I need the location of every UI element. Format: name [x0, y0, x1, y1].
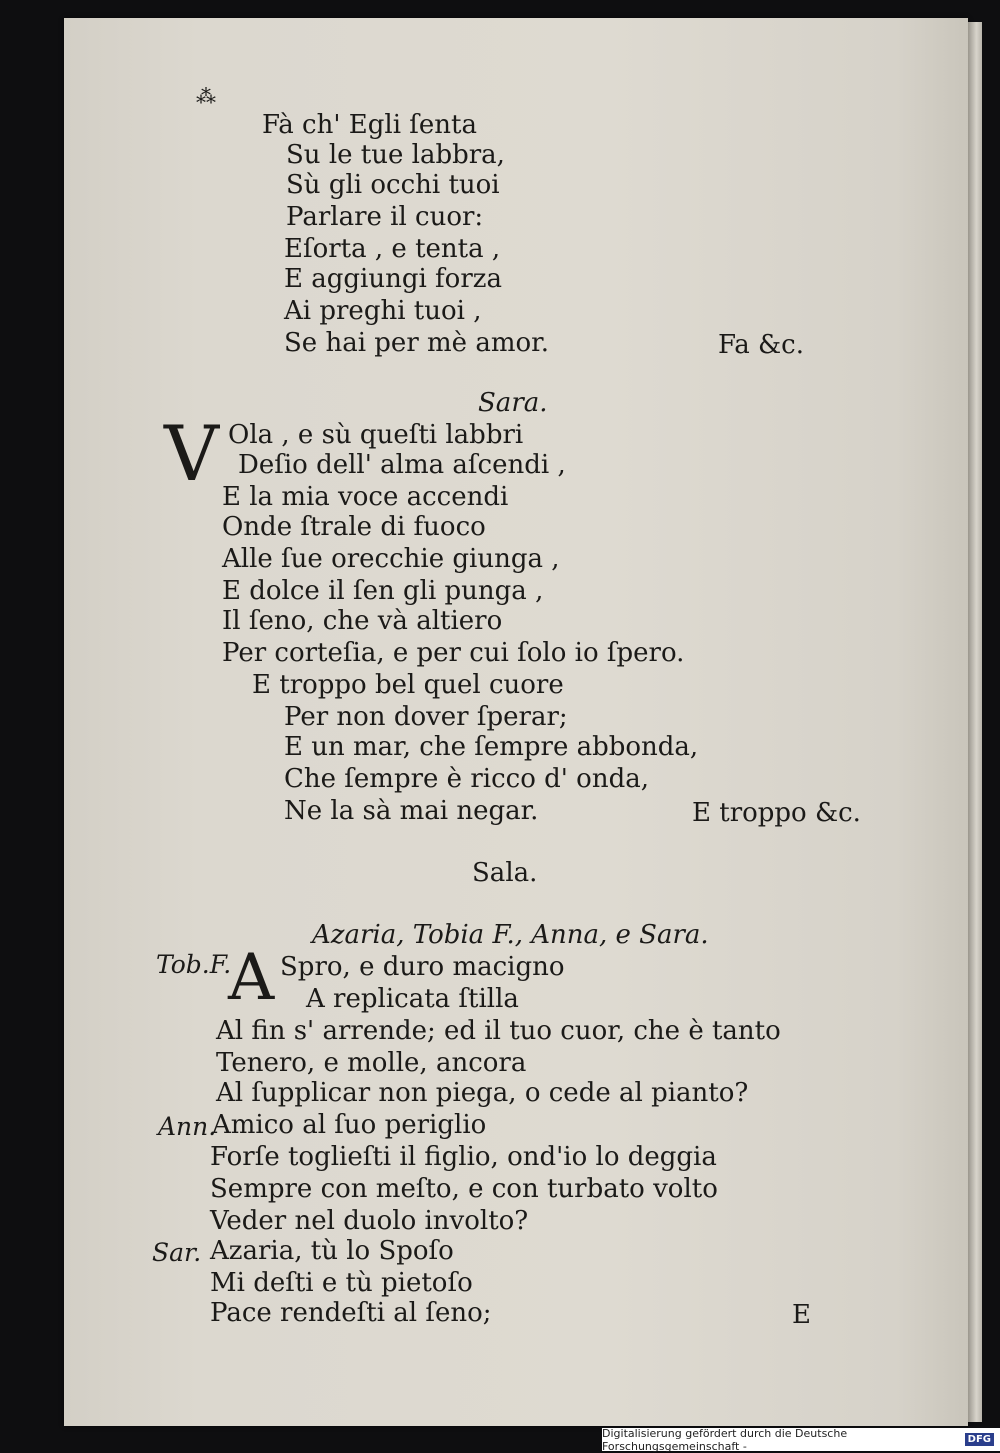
speaker-label: Ann.: [158, 1112, 217, 1141]
verse-line: Su le tue labbra,: [286, 140, 505, 170]
page-edge: [968, 22, 982, 1422]
verse-line: E la mia voce accendi: [222, 482, 509, 512]
verse-line: Per corteſia, e per cui ſolo io ſpero.: [222, 638, 685, 668]
verse-line: Eſorta , e tenta ,: [284, 234, 501, 264]
verse-line: Amico al ſuo periglio: [212, 1110, 487, 1140]
catchword: E: [792, 1300, 811, 1330]
verse-line: A replicata ſtilla: [306, 984, 519, 1014]
verse-line: Ai preghi tuoi ,: [284, 296, 482, 326]
speaker-label: Sar.: [152, 1238, 202, 1267]
da-capo: E troppo &c.: [692, 798, 861, 828]
verse-line: Per non dover ſperar;: [284, 702, 568, 732]
scene-place: Sala.: [472, 858, 538, 888]
verse-line: Sù gli occhi tuoi: [286, 170, 500, 200]
verse-line: Al ſupplicar non piega, o cede al pianto?: [216, 1078, 749, 1108]
verse-line: Che ſempre è ricco d' onda,: [284, 764, 649, 794]
digitization-credit: [602, 1428, 1000, 1451]
verse-line: Sempre con meſto, e con turbato volto: [210, 1174, 718, 1204]
verse-line: Onde ſtrale di fuoco: [222, 512, 486, 542]
dfg-logo: DFG: [965, 1433, 994, 1446]
verse-line: Mi deſti e tù pietoſo: [210, 1268, 473, 1298]
verse-line: Fà ch' Egli ſenta: [262, 110, 477, 140]
verse-line: E aggiungi forza: [284, 264, 502, 294]
verse-line: Alle ſue orecchie giunga ,: [222, 544, 560, 574]
verse-line: Tenero, e molle, ancora: [216, 1048, 527, 1078]
verse-line: E troppo bel quel cuore: [252, 670, 564, 700]
verse-line: Parlare il cuor:: [286, 202, 484, 232]
verse-line: Al fin s' arrende; ed il tuo cuor, che è tanto: [216, 1016, 781, 1046]
verse-line: Il ſeno, che và altiero: [222, 606, 503, 636]
da-capo: Fa &c.: [718, 330, 805, 360]
verse-line: Spro, e duro macigno: [280, 952, 565, 982]
section-heading: Sara.: [478, 388, 548, 418]
verse-line: Ne la sà mai negar.: [284, 796, 539, 826]
credit-text: Digitalisierung gefördert durch die Deutsche Forschungsgemeinschaft -: [602, 1426, 848, 1453]
verse-line: Forſe toglieſti il figlio, ond'io lo deggia: [210, 1142, 717, 1172]
verse-line: Pace rendeſti al ſeno;: [210, 1298, 492, 1328]
verse-line: Deſio dell' alma aſcendi ,: [238, 450, 566, 480]
drop-cap: V: [164, 409, 219, 498]
verse-line: E dolce il ſen gli punga ,: [222, 576, 544, 606]
drop-cap: A: [228, 941, 275, 1015]
scene-characters: Azaria, Tobia F., Anna, e Sara.: [312, 920, 709, 950]
speaker-label: Tob.F.: [156, 950, 232, 979]
verse-line: E un mar, che ſempre abbonda,: [284, 732, 699, 762]
verse-line: Azaria, tù lo Spoſo: [210, 1236, 454, 1266]
verse-line: Se hai per mè amor.: [284, 328, 549, 358]
verse-line: Ola , e sù queſti labbri: [228, 420, 524, 450]
verse-line: Veder nel duolo involto?: [210, 1206, 529, 1236]
ornament: ⁂: [196, 84, 216, 108]
